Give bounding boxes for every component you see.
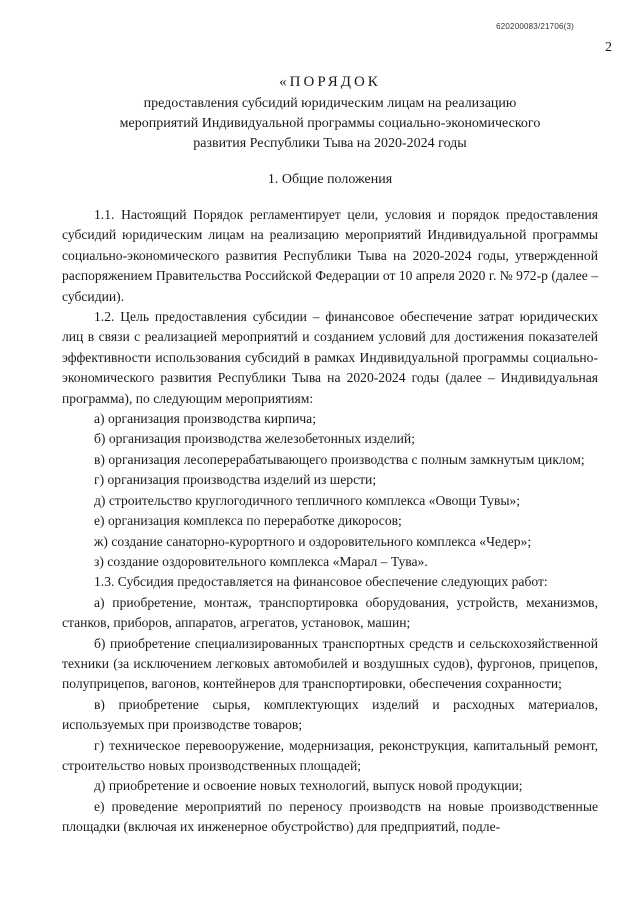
list-item-z: з) создание оздоровительного комплекса «Марал – Тува». (94, 553, 428, 569)
list-item-a: а) организация производства кирпича; (94, 411, 316, 427)
section-heading: 1. Общие положения (267, 172, 393, 187)
document-title: «ПОРЯДОК (279, 74, 381, 90)
work-item-d: д) приобретение и освоение новых технологий, выпуск новой продукции; (94, 778, 523, 794)
paragraph-1-2: 1.2. Цель предоставления субсидии – финансовое обеспечение затрат юридических лиц в связи с реализацией мероприятий и созданием условий для достижения показателей эффективности использования субсидий в рамках Индивидуальной программы социально-экономического развития Республики Тыва на 2020-2024 годы (далее – Индивидуальная программа), по следующим мероприятиям: (62, 309, 598, 406)
list-item-g: г) организация производства изделий из шерсти; (94, 472, 377, 488)
work-item-a: а) приобретение, монтаж, транспортировка оборудования, устройств, механизмов, станков, приборов, аппаратов, агрегатов, установок, машин; (62, 594, 598, 631)
list-item-d: д) строительство круглогодичного тепличного комплекса «Овощи Тувы»; (94, 492, 521, 508)
title-block (60, 72, 600, 154)
work-item-e: е) проведение мероприятий по переносу производств на новые производственные площадки (включая их инженерное обустройство) для предприятий, подле- (62, 798, 598, 835)
document-body (62, 205, 598, 838)
paragraph-1-3: 1.3. Субсидия предоставляется на финансовое обеспечение следующих работ: (94, 574, 548, 590)
list-item-v: в) организация лесоперерабатывающего производства с полным замкнутым циклом; (94, 451, 585, 467)
title-line-3: развития Республики Тыва на 2020-2024 годы (193, 136, 467, 151)
list-item-b: б) организация производства железобетонных изделий; (94, 431, 415, 447)
title-line-2: мероприятий Индивидуальной программы социально-экономического (119, 116, 541, 131)
list-item-zh: ж) создание санаторно-курортного и оздоровительного комплекса «Чедер»; (94, 533, 532, 549)
page-number: 2 (605, 40, 612, 55)
work-item-g: г) техническое перевооружение, модернизация, реконструкция, капитальный ремонт, строительство новых производственных площадей; (62, 737, 598, 773)
paragraph-1-1: 1.1. Настоящий Порядок регламентирует цели, условия и порядок предоставления субсидий юридическим лицам на реализацию мероприятий Индивидуальной программы социально-экономического развития Республики Тыва на 2020-2024 годы, утвержденной распоряжением Правительства Российской Федерации от 10 апреля 2020 г. № 972-р (далее – субсидии). (62, 207, 598, 304)
title-line-1: предоставления субсидий юридическим лицам на реализацию (143, 96, 517, 111)
list-item-e: е) организация комплекса по переработке дикоросов; (94, 513, 402, 529)
document-code: 620200083/21706(3) (496, 22, 574, 31)
work-item-b: б) приобретение специализированных транспортных средств и сельскохозяйственной техники (за исключением легковых автомобилей и воздушных судов), фургонов, прицепов, полуприцепов, вагонов, контейнеров для транспортировки, обеспечения сохранности; (62, 635, 598, 692)
work-item-v: в) приобретение сырья, комплектующих изделий и расходных материалов, используемых при производстве товаров; (62, 696, 598, 733)
